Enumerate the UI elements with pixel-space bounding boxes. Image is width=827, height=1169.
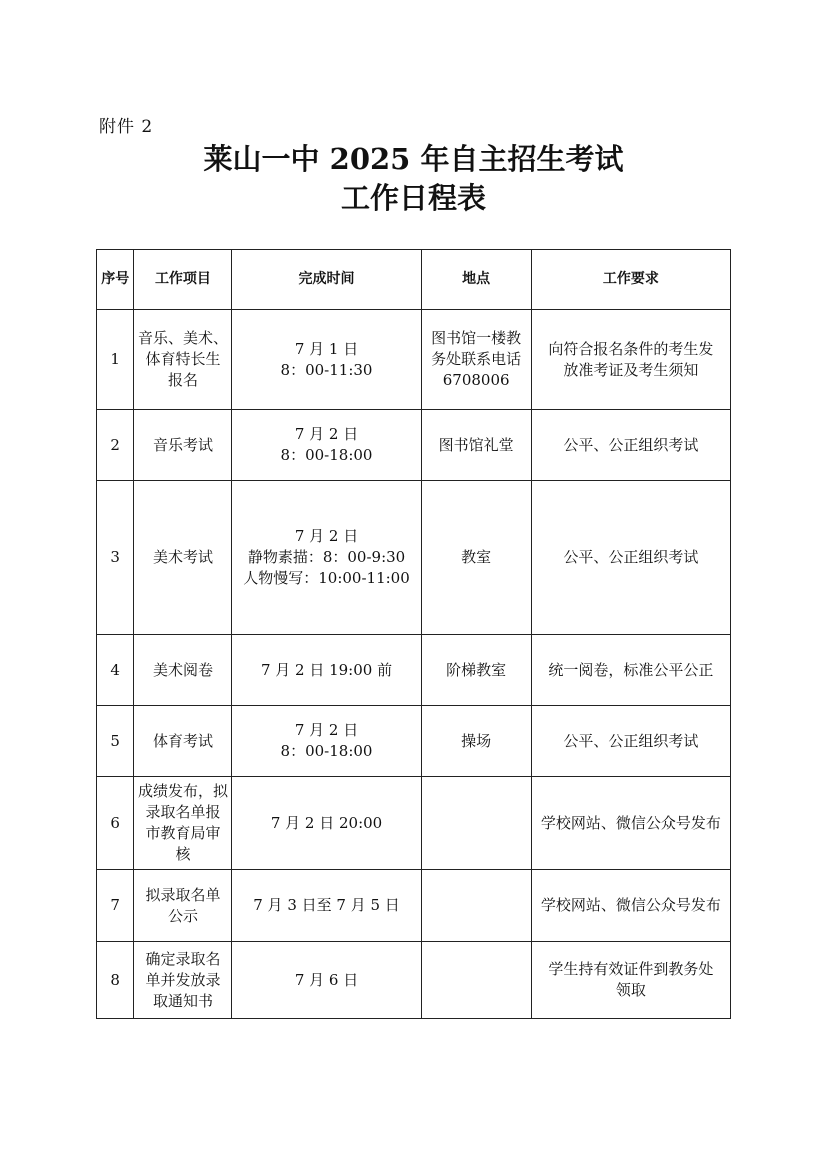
completion-time-line: 7 月 2 日 <box>294 527 359 545</box>
row-number: 6 <box>97 777 134 870</box>
completion-time-line: 8：00-18:00 <box>280 446 373 464</box>
document-title: 莱山一中 2025 年自主招生考试 <box>203 142 624 176</box>
completion-time-line: 7 月 2 日 <box>294 721 359 739</box>
work-requirement <box>531 410 730 481</box>
work-item-line: 拟录取名单 <box>145 885 221 904</box>
work-item <box>134 410 232 481</box>
work-item <box>134 706 232 777</box>
completion-time-line: 7 月 1 日 <box>294 339 359 358</box>
work-item-line: 体育考试 <box>152 731 213 750</box>
completion-time <box>232 410 421 481</box>
work-item-line: 市教育局审 <box>145 824 221 842</box>
completion-time <box>232 706 421 777</box>
completion-time-line: 7 月 6 日 <box>294 970 359 989</box>
work-requirement <box>531 777 730 870</box>
row-number: 4 <box>97 635 134 706</box>
attachment-label: 附件 2 <box>99 117 154 137</box>
work-item-line: 美术阅卷 <box>152 660 213 679</box>
work-item-line: 音乐考试 <box>152 435 213 454</box>
completion-time <box>232 777 421 870</box>
work-requirement <box>531 310 730 410</box>
location <box>421 410 531 481</box>
work-requirement-line: 学校网站、微信公众号发布 <box>540 896 721 914</box>
completion-time <box>232 310 421 410</box>
row-number: 3 <box>97 481 134 635</box>
table-row <box>97 481 731 635</box>
completion-time-line: 8：00-11:30 <box>280 360 373 379</box>
completion-time-line: 7 月 2 日 20:00 <box>270 813 383 832</box>
header-place: 地点 <box>421 250 531 310</box>
work-requirement <box>531 481 730 635</box>
work-item-line: 美术考试 <box>152 548 213 566</box>
work-item-line: 取通知书 <box>152 991 213 1010</box>
completion-time-line: 7 月 2 日 <box>294 425 359 443</box>
header-no: 序号 <box>97 250 134 310</box>
work-item-line: 报名 <box>167 371 198 389</box>
work-requirement-line: 放准考证及考生须知 <box>563 360 699 379</box>
completion-time-line: 7 月 2 日 19:00 前 <box>260 660 393 679</box>
location-line: 操场 <box>461 731 492 750</box>
work-requirement-line: 公平、公正组织考试 <box>563 548 699 566</box>
location-line: 教室 <box>461 548 492 566</box>
location <box>421 310 531 410</box>
location-line: 图书馆一楼教 <box>431 329 522 347</box>
work-requirement-line: 领取 <box>615 981 646 999</box>
document-subtitle: 工作日程表 <box>340 181 486 215</box>
work-item-line: 核 <box>175 845 191 863</box>
table-row <box>97 635 731 706</box>
completion-time <box>232 942 421 1019</box>
work-item-line: 音乐、美术、 <box>137 329 228 347</box>
table-row <box>97 777 731 870</box>
work-requirement-line: 公平、公正组织考试 <box>563 731 699 750</box>
location <box>421 635 531 706</box>
work-requirement-line: 学生持有效证件到教务处 <box>548 960 714 978</box>
location <box>421 481 531 635</box>
completion-time <box>232 481 421 635</box>
completion-time-line: 8：00-18:00 <box>280 742 373 760</box>
completion-time-line: 静物素描：8：00-9:30 <box>247 548 406 566</box>
work-item <box>134 310 232 410</box>
location <box>421 706 531 777</box>
work-item-line: 录取名单报 <box>145 803 221 821</box>
location-line: 图书馆礼堂 <box>438 435 514 454</box>
work-requirement-line: 学校网站、微信公众号发布 <box>540 813 721 832</box>
header-time: 完成时间 <box>232 250 421 310</box>
work-item-line: 单并发放录 <box>145 970 221 989</box>
row-number: 2 <box>97 410 134 481</box>
location <box>421 942 531 1019</box>
location-line: 6708006 <box>442 371 510 389</box>
work-item <box>134 870 232 942</box>
completion-time-line: 人物慢写：10:00-11:00 <box>243 569 410 587</box>
work-requirement-line: 公平、公正组织考试 <box>563 435 699 454</box>
work-item <box>134 481 232 635</box>
work-item <box>134 635 232 706</box>
work-requirement <box>531 870 730 942</box>
table-row <box>97 942 731 1019</box>
row-number: 5 <box>97 706 134 777</box>
table-header-row <box>97 250 731 310</box>
work-item-line: 体育特长生 <box>145 350 221 368</box>
work-requirement-line: 向符合报名条件的考生发 <box>548 339 714 358</box>
completion-time <box>232 870 421 942</box>
work-requirement <box>531 635 730 706</box>
work-item-line: 成绩发布，拟 <box>137 782 228 800</box>
row-number: 8 <box>97 942 134 1019</box>
table-row <box>97 706 731 777</box>
work-item <box>134 942 232 1019</box>
table-row <box>97 310 731 410</box>
location <box>421 777 531 870</box>
row-number: 1 <box>97 310 134 410</box>
work-item-line: 确定录取名 <box>145 949 221 968</box>
work-item-line: 公示 <box>167 906 198 925</box>
table-row <box>97 410 731 481</box>
schedule-table <box>96 249 731 1019</box>
work-requirement <box>531 942 730 1019</box>
row-number: 7 <box>97 870 134 942</box>
completion-time-line: 7 月 3 日至 7 月 5 日 <box>253 896 400 914</box>
completion-time <box>232 635 421 706</box>
work-requirement-line: 统一阅卷，标准公平公正 <box>548 660 714 679</box>
work-requirement <box>531 706 730 777</box>
header-item: 工作项目 <box>134 250 232 310</box>
table-row <box>97 870 731 942</box>
location <box>421 870 531 942</box>
location-line: 阶梯教室 <box>446 660 507 679</box>
location-line: 务处联系电话 <box>431 350 522 368</box>
work-item <box>134 777 232 870</box>
header-requirement: 工作要求 <box>531 250 730 310</box>
